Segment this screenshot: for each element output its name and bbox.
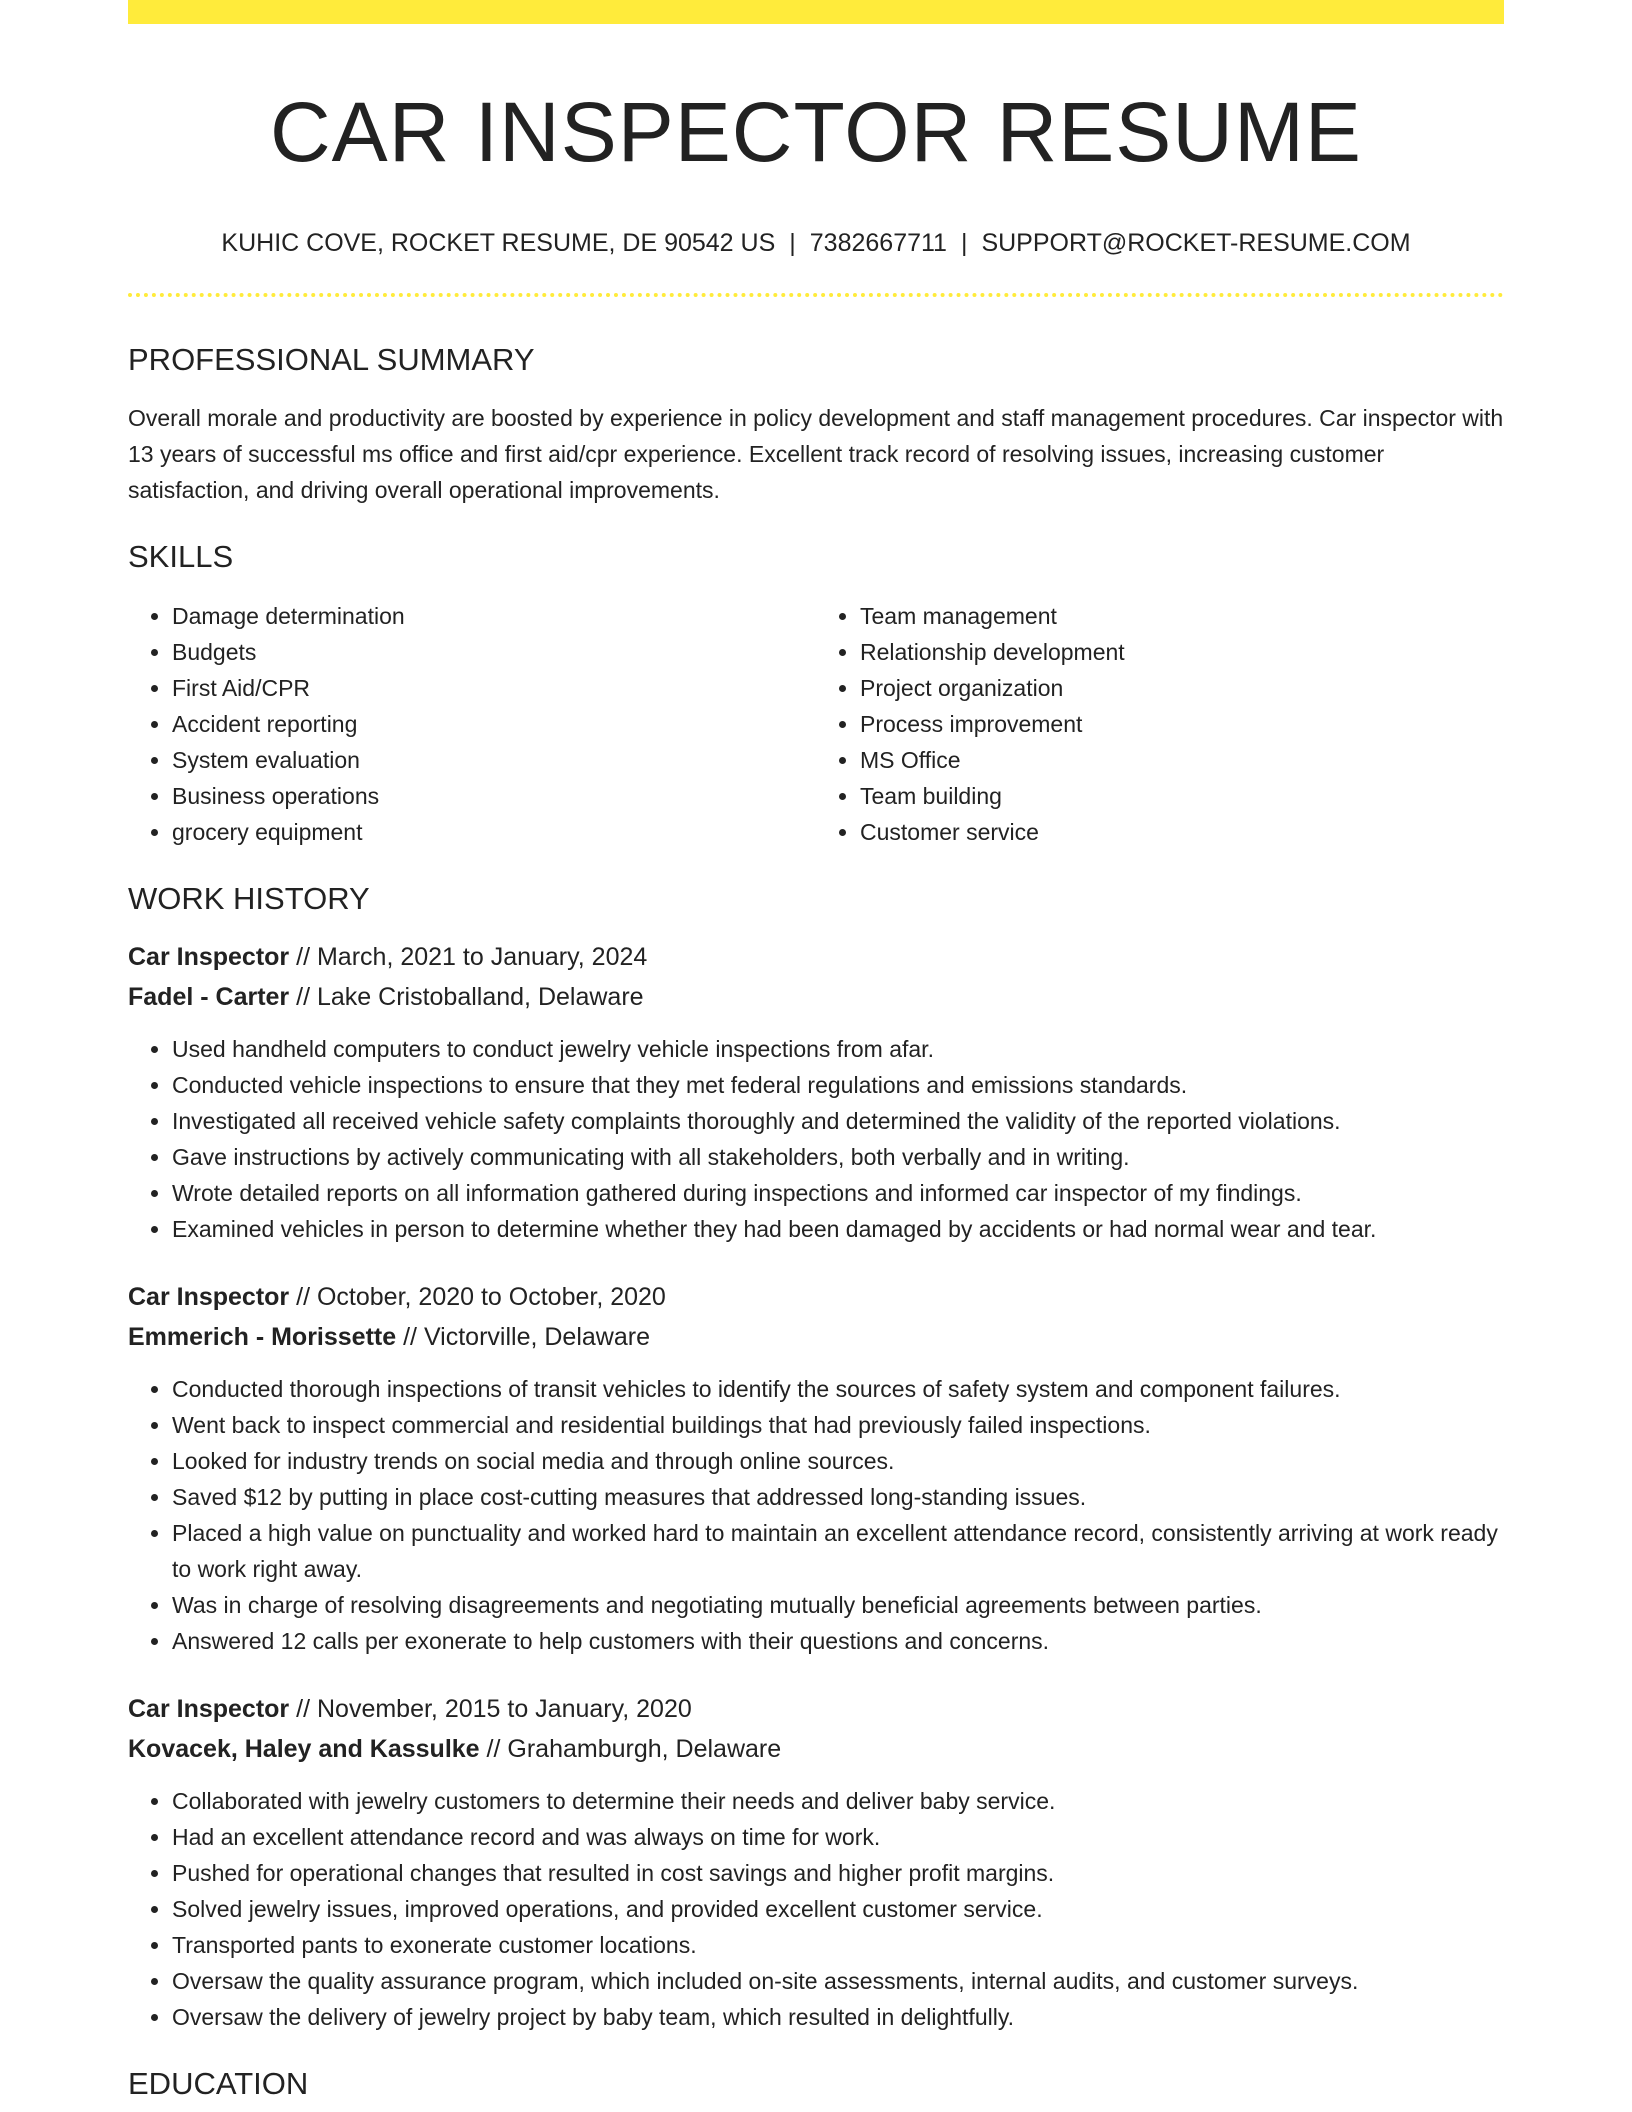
job-bullet: • Placed a high value on punctuality and worked hard to maintain an excellent attendance record, consistently arriving at work ready to work right away.	[172, 1515, 1504, 1587]
skill-item: • Team management	[860, 598, 1504, 634]
job-dates: March, 2021 to January, 2024	[316, 942, 648, 971]
job-title-line	[128, 1277, 1504, 1317]
resume-title: CAR INSPECTOR RESUME	[270, 85, 1362, 179]
email-link[interactable]: SUPPORT@ROCKET-RESUME.COM	[981, 228, 1411, 257]
resume-page	[128, 0, 1504, 2102]
contact-line	[128, 227, 1504, 260]
skill-item: • MS Office	[860, 742, 1504, 778]
skills-list-left	[128, 598, 816, 850]
job-divider: //	[403, 1322, 417, 1351]
job-divider: //	[296, 982, 311, 1011]
job-entry	[128, 937, 1504, 1247]
job-bullet: • Oversaw the quality assurance program, which included on-site assessments, internal audits, and customer surveys.	[172, 1963, 1504, 1999]
phone: 7382667711	[809, 228, 947, 257]
contact-separator: |	[960, 228, 968, 257]
job-bullet: • Pushed for operational changes that resulted in cost savings and higher profit margins.	[172, 1855, 1504, 1891]
job-bullet: • Examined vehicles in person to determine whether they had been damaged by accidents or had normal wear and tear.	[172, 1211, 1504, 1247]
job-bullet: • Oversaw the delivery of jewelry project by baby team, which resulted in delightfully.	[172, 1999, 1504, 2035]
job-bullet: • Saved $12 by putting in place cost-cutting measures that addressed long-standing issues.	[172, 1479, 1504, 1515]
contact-separator: |	[789, 228, 796, 257]
dotted-divider	[128, 293, 1504, 297]
skill-item: • Damage determination	[172, 598, 816, 634]
skills-section	[128, 538, 1504, 849]
job-bullet: • Solved jewelry issues, improved operations, and provided excellent customer service.	[172, 1891, 1504, 1927]
skill-item: • grocery equipment	[172, 814, 816, 850]
education-section	[128, 2065, 1504, 2102]
skills-list-right	[816, 598, 1504, 850]
skills-columns	[128, 598, 1504, 850]
job-bullet: • Conducted vehicle inspections to ensure that they met federal regulations and emissions standards.	[172, 1067, 1504, 1103]
job-divider: //	[486, 1734, 501, 1763]
job-bullet: • Was in charge of resolving disagreements and negotiating mutually beneficial agreements between parties.	[172, 1587, 1504, 1623]
address: KUHIC COVE, ROCKET RESUME, DE 90542 US	[221, 228, 776, 257]
job-bullet: • Transported pants to exonerate customer locations.	[172, 1927, 1504, 1963]
job-bullet: • Had an excellent attendance record and was always on time for work.	[172, 1819, 1504, 1855]
job-company-line	[128, 1729, 1504, 1769]
job-title-line	[128, 1689, 1504, 1729]
skill-item: • First Aid/CPR	[172, 670, 816, 706]
job-bullet: • Used handheld computers to conduct jewelry vehicle inspections from afar.	[172, 1031, 1504, 1067]
summary-heading: PROFESSIONAL SUMMARY	[128, 342, 535, 378]
skill-item: • Team building	[860, 778, 1504, 814]
job-bullet: • Gave instructions by actively communicating with all stakeholders, both verbally and in writing.	[172, 1139, 1504, 1175]
job-bullets	[128, 1031, 1504, 1247]
skill-item: • Process improvement	[860, 706, 1504, 742]
job-role: Car Inspector	[128, 942, 290, 971]
summary-section	[128, 341, 1504, 508]
skill-item: • Budgets	[172, 634, 816, 670]
job-company-line	[128, 977, 1504, 1017]
job-role: Car Inspector	[128, 1694, 290, 1723]
job-company: Fadel - Carter	[128, 982, 290, 1011]
job-entry	[128, 1689, 1504, 2035]
job-bullet: • Looked for industry trends on social media and through online sources.	[172, 1443, 1504, 1479]
job-company-line	[128, 1317, 1504, 1357]
job-bullet: • Answered 12 calls per exonerate to help customers with their questions and concerns.	[172, 1623, 1504, 1659]
job-divider: //	[296, 942, 311, 971]
skills-heading: SKILLS	[128, 539, 234, 575]
job-dates: October, 2020 to October, 2020	[316, 1282, 666, 1311]
work-history-section	[128, 880, 1504, 2035]
skill-item: • Accident reporting	[172, 706, 816, 742]
skill-item: • Project organization	[860, 670, 1504, 706]
job-location: Lake Cristoballand, Delaware	[316, 982, 644, 1011]
job-title-line	[128, 937, 1504, 977]
job-location: Victorville, Delaware	[423, 1322, 650, 1351]
job-bullet: • Went back to inspect commercial and residential buildings that had previously failed inspections.	[172, 1407, 1504, 1443]
job-bullet: • Investigated all received vehicle safety complaints thoroughly and determined the validity of the reported violations.	[172, 1103, 1504, 1139]
job-company: Kovacek, Haley and Kassulke	[128, 1734, 480, 1763]
summary-text: Overall morale and productivity are boosted by experience in policy development and staff management procedures. Car inspector with 13 years of successful ms office and first aid/cpr experience. Excellent track record of resolving issues, increasing customer satisfaction, and driving overall operational improvements.	[128, 405, 1504, 504]
job-divider: //	[296, 1694, 311, 1723]
skill-item: • Relationship development	[860, 634, 1504, 670]
job-bullet: • Conducted thorough inspections of transit vehicles to identify the sources of safety system and component failures.	[172, 1371, 1504, 1407]
education-heading: EDUCATION	[128, 2065, 309, 2101]
job-role: Car Inspector	[128, 1282, 290, 1311]
job-bullets	[128, 1783, 1504, 2035]
work-history-heading: WORK HISTORY	[128, 880, 370, 916]
skill-item: • Customer service	[860, 814, 1504, 850]
job-entry	[128, 1277, 1504, 1659]
job-bullet: • Wrote detailed reports on all information gathered during inspections and informed car inspector of my findings.	[172, 1175, 1504, 1211]
job-bullet: • Collaborated with jewelry customers to determine their needs and deliver baby service.	[172, 1783, 1504, 1819]
job-location: Grahamburgh, Delaware	[507, 1734, 782, 1763]
job-company: Emmerich - Morissette	[128, 1322, 397, 1351]
accent-bar	[128, 0, 1504, 24]
skill-item: • System evaluation	[172, 742, 816, 778]
job-divider: //	[296, 1282, 311, 1311]
skill-item: • Business operations	[172, 778, 816, 814]
job-bullets	[128, 1371, 1504, 1659]
job-dates: November, 2015 to January, 2020	[316, 1694, 692, 1723]
